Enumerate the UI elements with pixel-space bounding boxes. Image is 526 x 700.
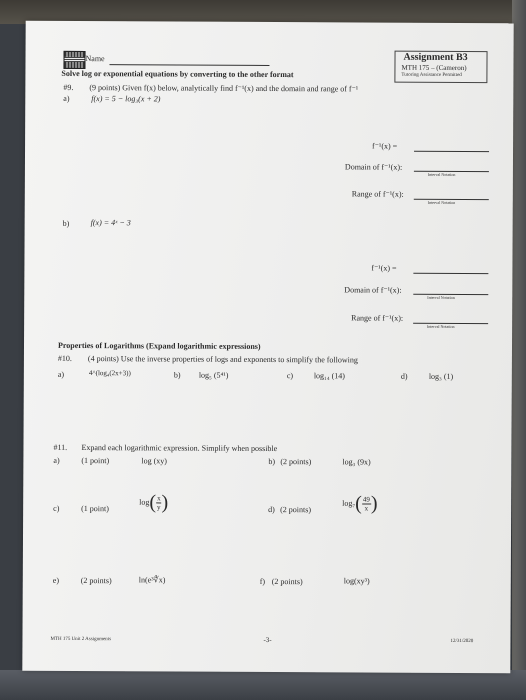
q11d-denominator: x bbox=[364, 504, 369, 513]
q11-number: #11. bbox=[53, 442, 68, 452]
q11b-expression: log₃ (9x) bbox=[342, 457, 371, 467]
q11f-points: (2 points) bbox=[271, 577, 303, 587]
q11d-numerator: 49 bbox=[362, 495, 370, 504]
footer-date: 12/31/2020 bbox=[450, 638, 474, 645]
q9-prompt: (9 points) Given f(x) below, analytically find f⁻¹(x) and the domain and range of f⁻¹ bbox=[89, 83, 359, 94]
q11c-label: c) bbox=[53, 503, 60, 513]
name-label: Name bbox=[85, 54, 105, 64]
q10-prompt: (4 points) Use the inverse properties of logs and exponents to simplify the following bbox=[87, 354, 358, 365]
q10-number: #10. bbox=[57, 353, 72, 363]
instructions-heading: Solve log or exponential equations by converting to the other format bbox=[61, 68, 294, 80]
worksheet-page bbox=[22, 21, 513, 674]
q10a-label: a) bbox=[57, 369, 65, 379]
q9b-range-label: Range of f⁻¹(x): bbox=[351, 313, 404, 323]
q10b-label: b) bbox=[173, 370, 181, 380]
q11a-expression: log (xy) bbox=[141, 456, 167, 466]
q10a-expression: 4^(log₄(2x+3)) bbox=[88, 369, 131, 378]
q11c-denominator: y bbox=[157, 503, 161, 512]
q11c-expression: log( $\frac{x}{y}$ ) bbox=[139, 491, 169, 514]
q9a-range-note: Interval Notation bbox=[427, 199, 456, 205]
q9a-domain-label: Domain of f⁻¹(x): bbox=[344, 162, 403, 172]
q9b-domain-label: Domain of f⁻¹(x): bbox=[344, 285, 402, 295]
course-label: MTH 175 – (Cameron) bbox=[401, 63, 467, 73]
q9b-range-note: Interval Notation bbox=[427, 323, 455, 329]
q11b-points: (2 points) bbox=[280, 457, 312, 467]
q11b-label: b) bbox=[268, 457, 276, 467]
q11c-points: (1 point) bbox=[81, 504, 109, 514]
name-line bbox=[109, 64, 269, 66]
q10c-expression: log₁₄ (14) bbox=[313, 371, 346, 381]
q9a-domain-note: Interval Notation bbox=[427, 171, 456, 177]
q11d-label: d) bbox=[268, 505, 275, 515]
q9b-inverse-line bbox=[413, 273, 488, 274]
q9a-label: a) bbox=[63, 93, 70, 103]
q9b-domain-note: Interval Notation bbox=[427, 294, 455, 300]
q9a-inverse-line bbox=[414, 151, 489, 152]
q11c-numerator: x bbox=[157, 494, 161, 503]
q11f-expression: log(xy³) bbox=[343, 576, 370, 586]
college-logo bbox=[63, 51, 85, 69]
q9b-function: f(x) = 4ˣ − 3 bbox=[90, 218, 131, 228]
q11d-expression: log₇( $\frac{49}{x}$ ) bbox=[342, 492, 378, 515]
assignment-title: Assignment B3 bbox=[403, 51, 468, 64]
permission-label: Tutoring Assistance Permitted bbox=[401, 72, 462, 79]
footer-page-number: -3- bbox=[263, 635, 272, 645]
q11-prompt: Expand each logarithmic expression. Simplify when possible bbox=[81, 443, 278, 454]
q9-number: #9. bbox=[63, 82, 74, 92]
q9b-label: b) bbox=[62, 218, 70, 228]
q10d-label: d) bbox=[400, 371, 408, 381]
background-bottom bbox=[0, 670, 526, 700]
q10c-label: c) bbox=[286, 371, 294, 381]
q11c-log: log bbox=[139, 497, 150, 507]
q11d-points: (2 points) bbox=[280, 505, 312, 515]
q11f-label: f) bbox=[259, 576, 266, 586]
q11e-label: e) bbox=[52, 575, 60, 585]
properties-heading: Properties of Logarithms (Expand logarithmic expressions) bbox=[57, 340, 261, 351]
q11e-points: (2 points) bbox=[80, 576, 112, 586]
q10d-expression: log₃ (1) bbox=[428, 371, 454, 381]
background-right bbox=[512, 0, 526, 700]
q10b-expression: log₅ (5⁴¹) bbox=[198, 370, 229, 380]
q11a-points: (1 point) bbox=[81, 456, 110, 466]
footer-left: MTH 175 Unit 2 Assignments bbox=[50, 636, 112, 643]
q11e-expression: ln(e³∜x) bbox=[138, 575, 166, 585]
q9a-inverse-label: f⁻¹(x) = bbox=[372, 141, 398, 151]
q9a-range-label: Range of f⁻¹(x): bbox=[351, 189, 404, 199]
q9b-inverse-label: f⁻¹(x) = bbox=[371, 263, 397, 273]
q9a-function: f(x) = 5 − log₃(x + 2) bbox=[91, 94, 161, 104]
q11a-label: a) bbox=[53, 455, 60, 465]
q11d-log: log₇ bbox=[342, 498, 356, 508]
q11d-fraction bbox=[362, 495, 371, 512]
